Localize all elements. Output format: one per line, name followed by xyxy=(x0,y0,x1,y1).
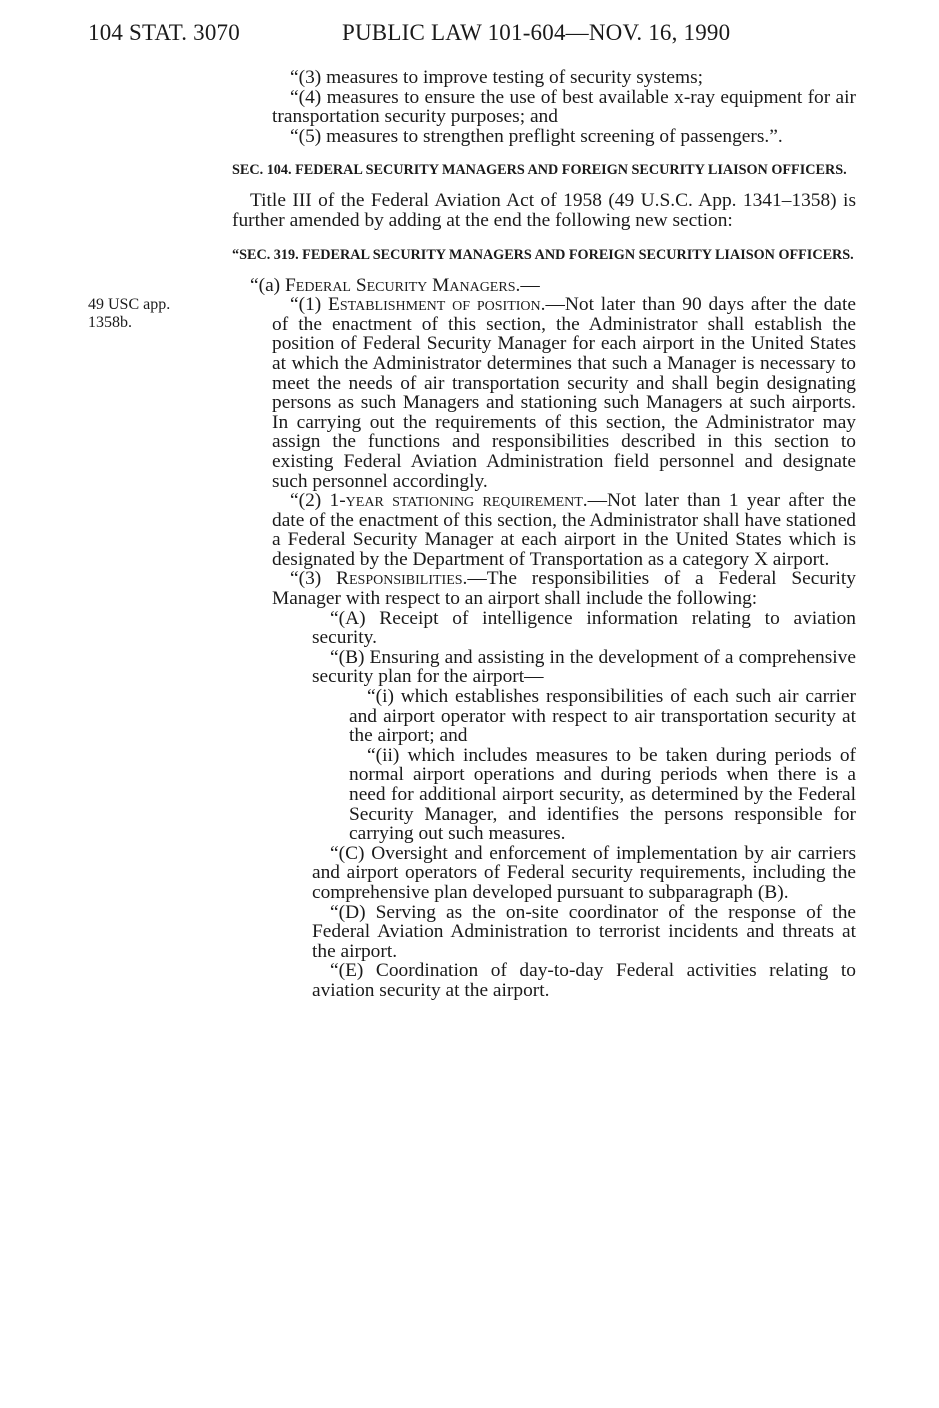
subsection-a-prefix: “(a) xyxy=(250,274,285,296)
intro-item-5: “(5) measures to strengthen preflight screening of passengers.”. xyxy=(290,125,783,147)
document-body xyxy=(232,68,856,1001)
subparagraph-E: “(E) Coordination of day-to-day Federal activities relating to aviation security at the airport. xyxy=(312,960,856,1001)
section-104-text: Title III of the Federal Aviation Act of 1958 (49 U.S.C. App. 1341–1358) is further amended by adding at the end the following new section: xyxy=(232,190,856,231)
paragraph-2-title: 1-year stationing requirement xyxy=(329,490,583,512)
paragraph-3-title: Responsibilities xyxy=(336,568,463,590)
subsection-a-heading xyxy=(232,276,856,296)
paragraph-1 xyxy=(272,295,856,491)
subsection-a-suffix: .— xyxy=(515,274,540,296)
clause-B-i: “(i) which establishes responsibilities of each such air carrier and airport operator with respect to air transportation security at the airport; and xyxy=(349,686,856,747)
paragraph-3 xyxy=(272,569,856,608)
margin-citation-line2: 1358b. xyxy=(88,314,132,331)
running-header-law: PUBLIC LAW 101-604—NOV. 16, 1990 xyxy=(342,20,731,45)
section-319-heading: “SEC. 319. FEDERAL SECURITY MANAGERS AND FOREIGN SECURITY LIAISON OFFICERS. xyxy=(232,246,854,263)
subparagraph-A: “(A) Receipt of intelligence information relating to aviation security. xyxy=(312,607,856,649)
paragraph-2 xyxy=(272,491,856,569)
paragraph-1-text: .—Not later than 90 days after the date of the enactment of this section, the Administrator shall establish the position of Federal Security Manager for each airport in the United States at which the Administrator determines that such a Manager is necessary to meet the needs of air transportation security and shall begin designating persons as such Managers and stationing such Managers at such airports. In carrying out the requirements of this section, the Administrator may assign the functions and responsibilities described in this section to existing Federal Aviation Administration field personnel and designate such personnel accordingly. xyxy=(272,294,856,492)
subparagraph-D: “(D) Serving as the on-site coordinator of the response of the Federal Aviation Administration to terrorist incidents and threats at the airport. xyxy=(312,901,856,962)
paragraph-3-text: .—The responsibilities of a Federal Security Manager with respect to an airport shall include the following: xyxy=(272,568,856,610)
clause-B-ii: “(ii) which includes measures to be taken during periods of normal airport operations and during periods when there is a need for additional airport security, as determined by the Federal Security Manager, and identifies the persons responsible for carrying out such measures. xyxy=(349,744,856,845)
paragraph-3-prefix: “(3) xyxy=(290,568,337,590)
paragraph-1-title: Establishment of position xyxy=(328,294,541,316)
subparagraph-C: “(C) Oversight and enforcement of implementation by air carriers and airport operators of Federal security requirements, including the comprehensive plan developed pursuant to subparagraph (B). xyxy=(312,842,856,903)
intro-item-3: “(3) measures to improve testing of security systems; xyxy=(290,67,704,88)
paragraph-2-text: .—Not later than 1 year after the date of the enactment of this section, the Administrator shall have stationed a Federal Security Manager at each airport in the United States which is designated by the Department of Transportation as a category X airport. xyxy=(272,490,856,570)
subsection-a-title: Federal Security Managers xyxy=(284,274,516,296)
intro-item-4: “(4) measures to ensure the use of best available x-ray equipment for air transportation security purposes; and xyxy=(272,86,856,128)
paragraph-2-prefix: “(2) xyxy=(290,490,330,512)
page-stat-citation: 104 STAT. 3070 xyxy=(88,20,240,45)
section-104-heading: SEC. 104. FEDERAL SECURITY MANAGERS AND FOREIGN SECURITY LIAISON OFFICERS. xyxy=(232,162,847,179)
margin-citation xyxy=(88,296,208,332)
margin-citation-line1: 49 USC app. xyxy=(88,296,171,313)
paragraph-1-prefix: “(1) xyxy=(290,294,329,316)
subparagraph-B: “(B) Ensuring and assisting in the development of a comprehensive security plan for the airport— xyxy=(312,646,856,688)
